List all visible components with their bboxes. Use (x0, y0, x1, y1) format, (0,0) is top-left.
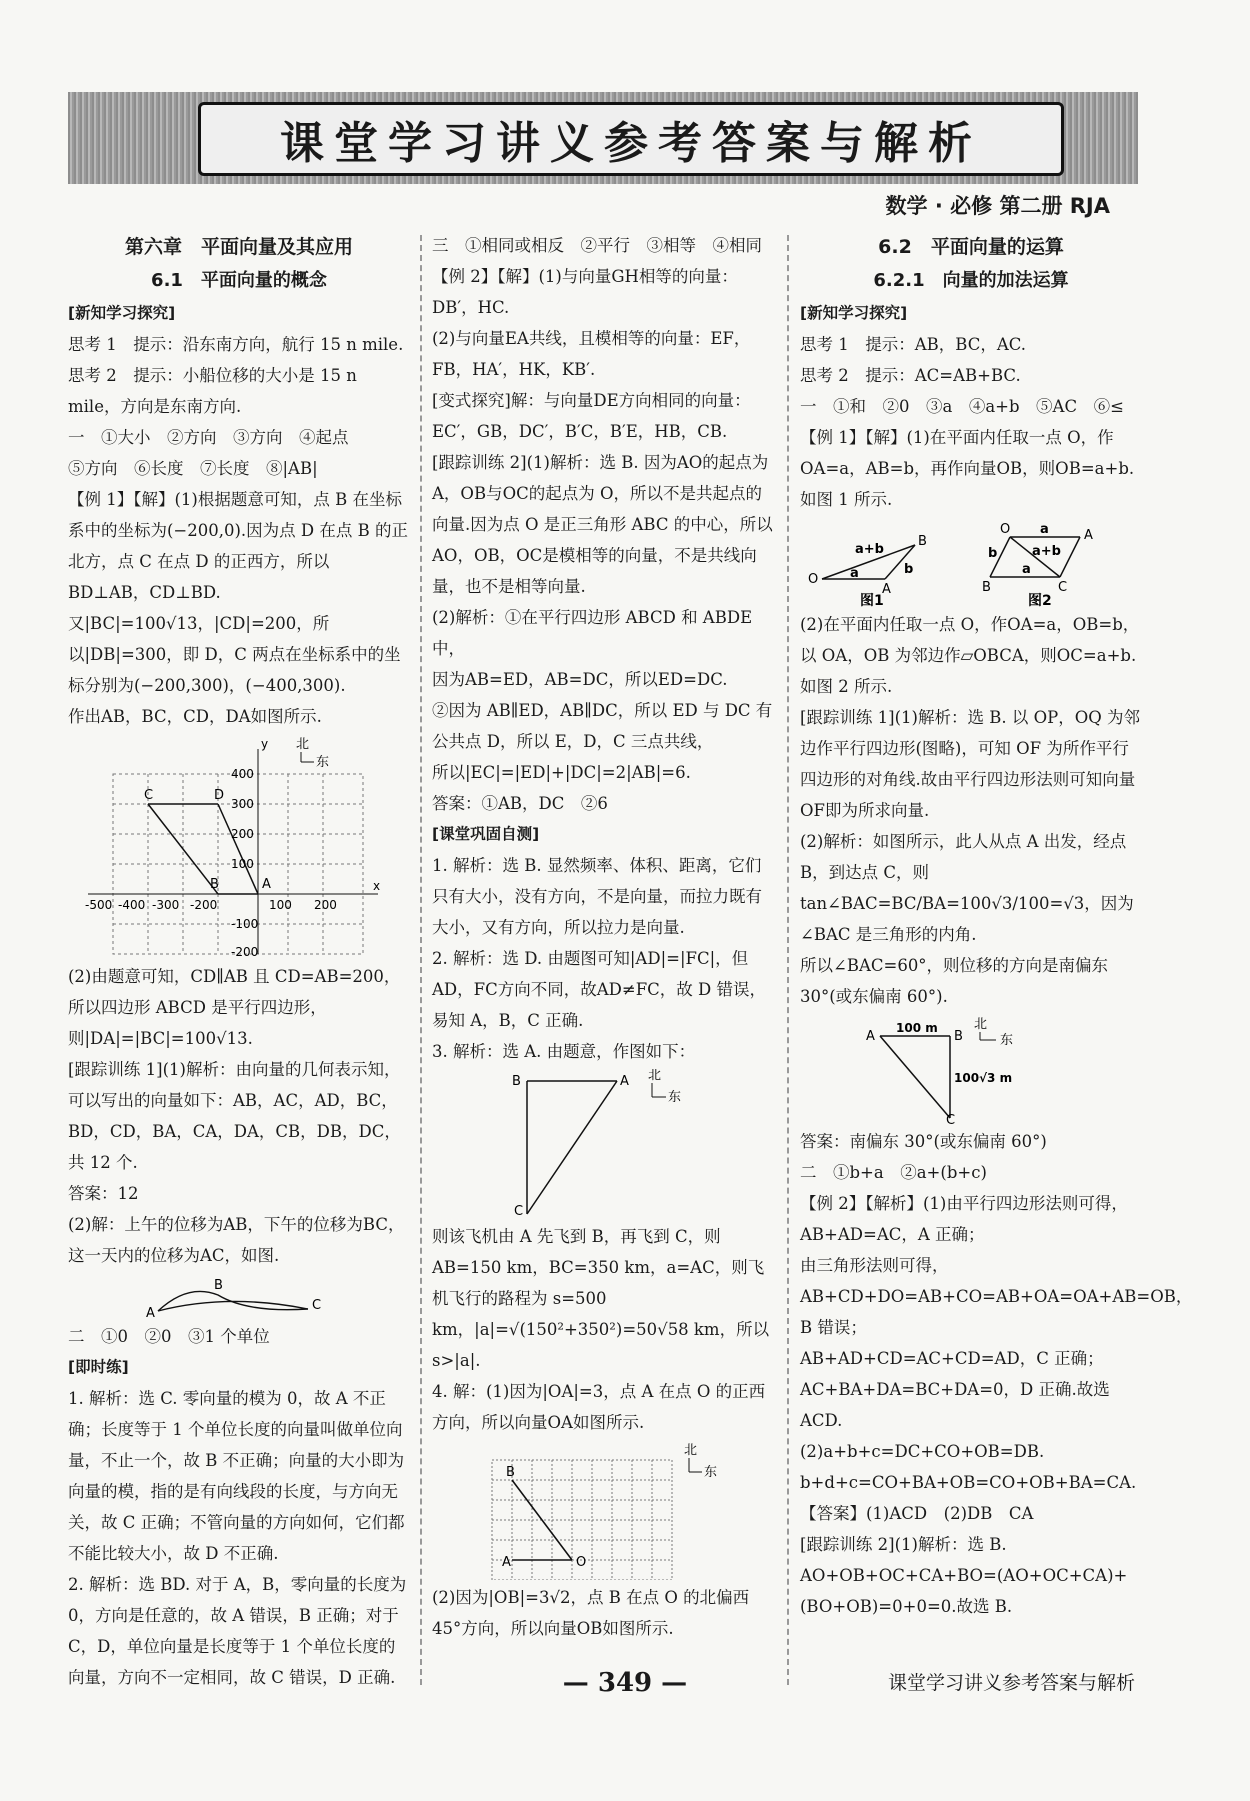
text-line: 【答案】(1)ACD (2)DB CA (800, 1504, 1034, 1523)
text-line: 所以∠BAC=60°，则位移的方向是南偏东 30°(或东偏南 60°). (800, 956, 1109, 1006)
text-line: (2)a+b+c=DC+CO+OB=DB. (800, 1442, 1045, 1461)
text-line: 由三角形法则可得，AB+CD+DO=AB+CO=AB+OA=OA+AB=OB，B 错误； (800, 1256, 1193, 1337)
text-line: 【例 2】【解析】(1)由平行四边形法则可得，AB+AD=AC，A 正确； (800, 1194, 1128, 1244)
text-line: (2)在平面内任取一点 O，作OA=a，OB=b，以 OA，OB 为邻边作▱OBCA，则OC=a+b.如图 2 所示. (800, 615, 1140, 696)
page-number: — 349 — (562, 1668, 688, 1698)
point-label: D (214, 788, 225, 803)
text-line: 答案：12 (68, 1184, 139, 1203)
x-tick: 100 (269, 898, 292, 912)
text-line: 思考 2 提示：AC=AB+BC. (800, 366, 1021, 385)
page-title: 课堂学习讲义参考答案与解析 (198, 102, 1064, 176)
text-line: b+d+c=CO+BA+OB=CO+OB+BA=CA. (800, 1473, 1137, 1492)
section-heading: 6.1 平面向量的概念 (151, 270, 327, 291)
text-line: 二 ①0 ②0 ③1 个单位 (68, 1327, 270, 1346)
text-line: [新知学习探究] (800, 304, 908, 322)
axis-label: x (373, 879, 381, 893)
y-tick: 100 (231, 857, 254, 871)
text-line: 1. 解析：选 C. 零向量的模为 0，故 A 不正确；长度等于 1 个单位长度的向量叫做单位向量，不止一个，故 B 不正确；向量的大小即为向量的模，指的是有向线段的长度，与方向无关，故 C 正确；不管向量的方向如何，它们都不能比较大小，故 D 不正确. (68, 1389, 405, 1563)
east-label: 东 (668, 1090, 682, 1105)
point-label: A (262, 877, 271, 892)
text-line: 二 ①b+a ②a+(b+c) (800, 1163, 987, 1182)
vector-label: b (988, 546, 998, 561)
point-label: O (808, 572, 819, 587)
point-label: A (620, 1074, 629, 1089)
point-label: B (982, 580, 991, 595)
text-line: 答案：①AB，DC ②6 (432, 794, 608, 813)
vector-label: a (850, 566, 859, 581)
x-tick: -300 (152, 898, 180, 912)
point-label: C (144, 788, 154, 803)
point-label: A (146, 1306, 155, 1319)
y-tick: 400 (231, 767, 254, 781)
north-label: 北 (296, 737, 310, 752)
section-heading: 6.2 平面向量的运算 (878, 236, 1064, 258)
east-label: 东 (704, 1465, 718, 1480)
point-label: O (1000, 522, 1011, 537)
text-line: [新知学习探究] (68, 304, 176, 322)
title-banner (68, 92, 1138, 184)
x-tick: -200 (190, 898, 218, 912)
text-line: 又|BC|=100√13，|CD|=200，所以|DB|=300，即 D，C 两点在坐标系中的坐标分别为(−200,300)，(−400,300). (68, 614, 401, 695)
east-label: 东 (1000, 1033, 1014, 1048)
text-line: (2)解析：如图所示，此人从点 A 出发，经点 B，到达点 C，则 tan∠BAC=BC/BA=100√3/100=√3，因为∠BAC 是三角形的内角. (800, 832, 1134, 944)
text-line: (2)解析：①在平行四边形 ABCD 和 ABDE 中， (432, 608, 753, 658)
text-line: 一 ①和 ②0 ③a ④a+b ⑤AC ⑥≤ (800, 397, 1124, 416)
point-label: C (312, 1298, 322, 1313)
text-line: 一 ①大小 ②方向 ③方向 ④起点 (68, 428, 349, 447)
grid-figure (432, 1440, 774, 1580)
subsection-heading: 6.2.1 向量的加法运算 (873, 270, 1069, 291)
figure-caption: 图1 (860, 593, 884, 607)
text-line: [跟踪训练 2](1)解析：选 B. AO+OB+OC+CA+BO=(AO+OC+CA)+(BO+OB)=0+0=0.故选 B. (800, 1535, 1128, 1616)
text-line: [跟踪训练 2](1)解析：选 B. 因为AO的起点为 A，OB与OC的起点为 O，所以不是共起点的向量.因为点 O 是正三角形 ABC 的中心，所以AO，OB，OC是模相等的向量，不是共线向量，也不是相等向量. (432, 453, 773, 596)
text-line: 三 ①相同或相反 ②平行 ③相等 ④相同 (432, 236, 762, 255)
north-label: 北 (648, 1069, 662, 1083)
chapter-heading: 第六章 平面向量及其应用 (124, 236, 353, 258)
text-line: 思考 1 提示：沿东南方向，航行 15 n mile. (68, 335, 404, 354)
coordinate-graph (68, 734, 410, 959)
text-line: 思考 1 提示：AB，BC，AC. (800, 335, 1027, 354)
text-line: 则|DA|=|BC|=100√13. (68, 1029, 253, 1048)
point-label: B (214, 1278, 223, 1293)
column-2 (432, 230, 774, 1644)
point-label: B (954, 1029, 963, 1044)
point-label: A (502, 1555, 511, 1570)
vector-label: b (904, 562, 914, 577)
text-line: 2. 解析：选 D. 由题图可知|AD|=|FC|，但AD，FC方向不同，故AD≠FC，故 D 错误，易知 A，B，C 正确. (432, 949, 766, 1030)
east-label: 东 (316, 755, 330, 770)
text-line: 因为AB=ED，AB=DC，所以ED=DC. (432, 670, 728, 689)
arc-figure (68, 1273, 410, 1319)
text-line: ⑤方向 ⑥长度 ⑦长度 ⑧|AB| (68, 459, 318, 478)
addition-figures (800, 517, 1142, 607)
point-label: A (1084, 528, 1093, 543)
point-label: C (1058, 580, 1068, 595)
subject-label: 数学 · 必修 第二册 RJA (885, 194, 1110, 218)
text-line: 思考 2 提示：小船位移的大小是 15 n mile，方向是东南方向. (68, 366, 357, 416)
vector-label: a+b (1032, 544, 1061, 559)
point-label: C (946, 1113, 956, 1124)
x-tick: -400 (118, 898, 146, 912)
column-divider (787, 235, 789, 1685)
column-3 (800, 230, 1193, 1622)
column-1 (68, 230, 410, 1693)
length-label: 100 m (896, 1021, 938, 1035)
text-line: 4. 解：(1)因为|OA|=3，点 A 在点 O 的正西方向，所以向量OA如图所示. (432, 1382, 766, 1432)
north-label: 北 (974, 1017, 988, 1032)
text-line: 所以|EC|=|ED|+|DC|=2|AB|=6. (432, 763, 691, 782)
vector-label: a (1040, 522, 1049, 537)
point-label: A (866, 1029, 875, 1044)
text-line: 答案：南偏东 30°(或东偏南 60°) (800, 1132, 1047, 1151)
text-line: 3. 解析：选 A. 由题意，作图如下： (432, 1042, 696, 1061)
length-label: 100√3 m (954, 1071, 1013, 1085)
text-line: AB+AD+CD=AC+CD=AD，C 正确； (800, 1349, 1104, 1368)
column-divider (420, 235, 422, 1685)
axis-label: y (261, 737, 269, 751)
text-line: 2. 解析：选 BD. 对于 A，B，零向量的长度为 0，方向是任意的，故 A 错误，B 正确；对于 C，D，单位向量是长度等于 1 个单位长度的向量，方向不一定相同，故 C 错误，D 正确. (68, 1575, 407, 1687)
point-label: B (210, 877, 219, 892)
text-line: [变式探究]解：与向量DE方向相同的向量：EC′，GB，DC′，B′C，B′E，HB，CB. (432, 391, 751, 441)
vector-da (218, 804, 258, 894)
y-tick: 300 (231, 797, 254, 811)
text-line: 1. 解析：选 B. 显然频率、体积、距离，它们只有大小，没有方向，不是向量，而拉力既有大小，又有方向，所以拉力是向量. (432, 856, 762, 937)
text-line: (2)由题意可知，CD∥AB 且 CD=AB=200， (68, 967, 401, 986)
text-line: (2)与向量EA共线，且模相等的向量：EF，FB，HA′，HK，KB′. (432, 329, 751, 379)
text-line: AC+BA+DA=BC+DA=0，D 正确.故选 ACD. (800, 1380, 1110, 1430)
text-line: (2)解：上午的位移为AB，下午的位移为BC，这一天内的位移为AC，如图. (68, 1215, 405, 1265)
point-label: B (506, 1465, 515, 1480)
point-label: A (882, 582, 891, 597)
north-label: 北 (684, 1443, 698, 1458)
y-tick: 200 (231, 827, 254, 841)
footer-title: 课堂学习讲义参考答案与解析 (887, 1672, 1135, 1694)
point-label: B (512, 1074, 521, 1089)
text-line: 【例 1】【解】(1)在平面内任取一点 O，作OA=a，AB=b，再作向量OB，则OB=a+b.如图 1 所示. (800, 428, 1135, 509)
text-line: 所以四边形 ABCD 是平行四边形， (68, 998, 327, 1017)
vector-label: a+b (855, 542, 884, 557)
x-tick: -500 (85, 898, 113, 912)
triangle-figure (432, 1069, 774, 1219)
text-line: (2)因为|OB|=3√2，点 B 在点 O 的北偏西 45°方向，所以向量OB如图所示. (432, 1588, 750, 1638)
point-label: B (918, 534, 927, 549)
text-line: ②因为 AB∥ED，AB∥DC，所以 ED 与 DC 有公共点 D，所以 E，D，C 三点共线， (432, 701, 773, 751)
y-tick: -200 (231, 945, 259, 959)
y-tick: -100 (231, 917, 259, 931)
bearing-figure (800, 1014, 1142, 1124)
text-line: 作出AB，BC，CD，DA如图所示. (68, 707, 322, 726)
text-line: [跟踪训练 1](1)解析：选 B. 以 OP，OQ 为邻边作平行四边形(图略)，可知 OF 为所作平行四边形的对角线.故由平行四边形法则可知向量OF即为所求向量. (800, 708, 1141, 820)
x-tick: 200 (314, 898, 337, 912)
text-line: [跟踪训练 1](1)解析：由向量的几何表示知，可以写出的向量如下：AB，AC，AD，BC，BD，CD，BA，CA，DA，CB，DB，DC，共 12 个. (68, 1060, 401, 1172)
figure-caption: 图2 (1028, 593, 1052, 607)
text-line: 则该飞机由 A 先飞到 B，再飞到 C，则 AB=150 km，BC=350 km，a=AC，则飞机飞行的路程为 s=500 km，|a|=√(150²+350²)=50√58 km，所以 s>|a|. (432, 1227, 770, 1370)
vector-label: a (1022, 562, 1031, 577)
point-label: O (576, 1555, 587, 1570)
point-label: C (514, 1204, 524, 1219)
text-line: 【例 2】【解】(1)与向量GH相等的向量：DB′，HC. (432, 267, 738, 317)
text-line: [即时练] (68, 1358, 129, 1376)
text-line: [课堂巩固自测] (432, 825, 540, 843)
text-line: 【例 1】【解】(1)根据题意可知，点 B 在坐标系中的坐标为(−200,0).因为点 D 在点 B 的正北方，点 C 在点 D 的正西方，所以 BD⊥AB，CD⊥BD. (68, 490, 409, 602)
